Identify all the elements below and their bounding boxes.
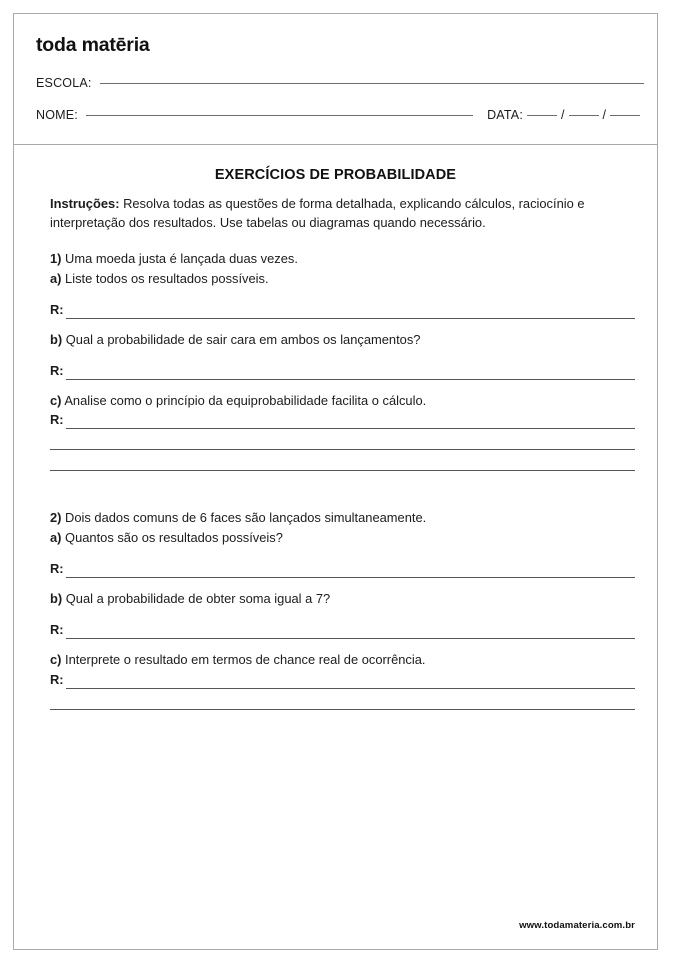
- question-stem: [50, 508, 635, 527]
- answer-label: R:: [50, 671, 64, 687]
- answer-input-line[interactable]: [50, 709, 635, 710]
- date-label: DATA:: [487, 108, 524, 122]
- date-day-input[interactable]: [527, 115, 557, 116]
- question-part: [50, 589, 635, 608]
- instructions-text: Resolva todas as questões de forma detalhada, explicando cálculos, raciocínio e interpretação dos resultados. Use tabelas ou diagramas quando necessário.: [50, 196, 585, 231]
- answer-label: R:: [50, 412, 64, 428]
- question-part: [50, 391, 635, 410]
- school-input-line[interactable]: [100, 83, 644, 84]
- page-title: EXERCÍCIOS DE PROBABILIDADE: [214, 167, 457, 183]
- date-month-input[interactable]: [569, 115, 599, 116]
- answer-line-first[interactable]: [50, 563, 635, 578]
- date-year-input[interactable]: [610, 115, 640, 116]
- answer-input-line[interactable]: [66, 318, 635, 319]
- question-part: [50, 650, 635, 669]
- brand-logo: toda matēria: [36, 34, 150, 56]
- question-part: [50, 528, 635, 547]
- answer-area: [36, 301, 635, 319]
- footer-website: www.todamateria.com.br: [519, 920, 635, 931]
- answer-area: [36, 624, 635, 639]
- worksheet-header: [14, 14, 657, 145]
- question-text-block: [36, 391, 635, 410]
- spacer: [36, 482, 635, 508]
- answer-input-line[interactable]: [50, 449, 635, 450]
- answer-line-first[interactable]: [50, 624, 635, 639]
- question-part: [50, 269, 635, 288]
- date-field-group: [487, 108, 644, 122]
- date-separator-2: /: [602, 108, 606, 122]
- answer-area: [36, 671, 635, 710]
- question-part: [50, 330, 635, 349]
- questions-container: [36, 249, 635, 720]
- answer-label: R:: [50, 622, 64, 638]
- answer-area: [36, 414, 635, 471]
- question-part-letter: c): [50, 393, 62, 409]
- answer-line-first[interactable]: [50, 301, 635, 319]
- question-part-letter: c): [50, 652, 62, 668]
- date-separator-1: /: [561, 108, 565, 122]
- answer-label: R:: [50, 301, 64, 317]
- question-part-letter: a): [50, 270, 62, 286]
- instructions-paragraph: [36, 194, 635, 232]
- answer-line-extra[interactable]: [50, 470, 635, 471]
- question-stem-text: Uma moeda justa é lançada duas vezes.: [61, 251, 298, 267]
- question-2: [36, 508, 635, 720]
- answer-line-extra[interactable]: [50, 449, 635, 450]
- answer-line-first[interactable]: [50, 671, 635, 689]
- name-label: NOME:: [36, 108, 78, 122]
- spacer: [36, 710, 635, 721]
- question-number: 2): [50, 510, 62, 526]
- question-text-block: [36, 330, 635, 349]
- answer-line-first[interactable]: [50, 365, 635, 380]
- name-input-line[interactable]: [86, 115, 473, 116]
- question-text-block: [36, 249, 635, 288]
- answer-area: [36, 563, 635, 578]
- question-text-block: [36, 508, 635, 547]
- school-field-row: [36, 76, 644, 90]
- answer-label: R:: [50, 561, 64, 577]
- worksheet-sheet: [13, 13, 658, 950]
- question-part-letter: a): [50, 529, 62, 545]
- answer-area: [36, 365, 635, 380]
- answer-input-line[interactable]: [66, 379, 635, 380]
- question-number: 1): [50, 251, 62, 267]
- question-part-text: Quantos são os resultados possíveis?: [61, 529, 283, 545]
- question-part-text: Interprete o resultado em termos de chance real de ocorrência.: [61, 652, 426, 668]
- spacer: [36, 319, 635, 330]
- answer-input-line[interactable]: [66, 638, 635, 639]
- name-field-row: [36, 108, 644, 122]
- answer-input-line[interactable]: [50, 470, 635, 471]
- spacer: [36, 639, 635, 650]
- question-stem: [50, 249, 635, 268]
- question-part-letter: b): [50, 590, 63, 606]
- instructions-label: Instruções:: [50, 196, 120, 211]
- question-stem-text: Dois dados comuns de 6 faces são lançados simultaneamente.: [61, 510, 427, 526]
- answer-line-first[interactable]: [50, 414, 635, 429]
- spacer: [36, 471, 635, 482]
- worksheet-body: [14, 145, 657, 721]
- school-label: ESCOLA:: [36, 76, 92, 90]
- question-part-text: Qual a probabilidade de obter soma igual a 7?: [62, 590, 331, 606]
- spacer: [36, 578, 635, 589]
- question-part-letter: b): [50, 331, 63, 347]
- spacer: [36, 380, 635, 391]
- question-text-block: [36, 650, 635, 669]
- answer-input-line[interactable]: [66, 428, 635, 429]
- question-part-text: Liste todos os resultados possíveis.: [61, 270, 269, 286]
- answer-line-extra[interactable]: [50, 709, 635, 710]
- answer-label: R:: [50, 363, 64, 379]
- answer-input-line[interactable]: [66, 577, 635, 578]
- question-1: [36, 249, 635, 508]
- question-part-text: Qual a probabilidade de sair cara em ambos os lançamentos?: [62, 331, 421, 347]
- question-text-block: [36, 589, 635, 608]
- question-part-text: Analise como o princípio da equiprobabilidade facilita o cálculo.: [61, 393, 427, 409]
- answer-input-line[interactable]: [66, 688, 635, 689]
